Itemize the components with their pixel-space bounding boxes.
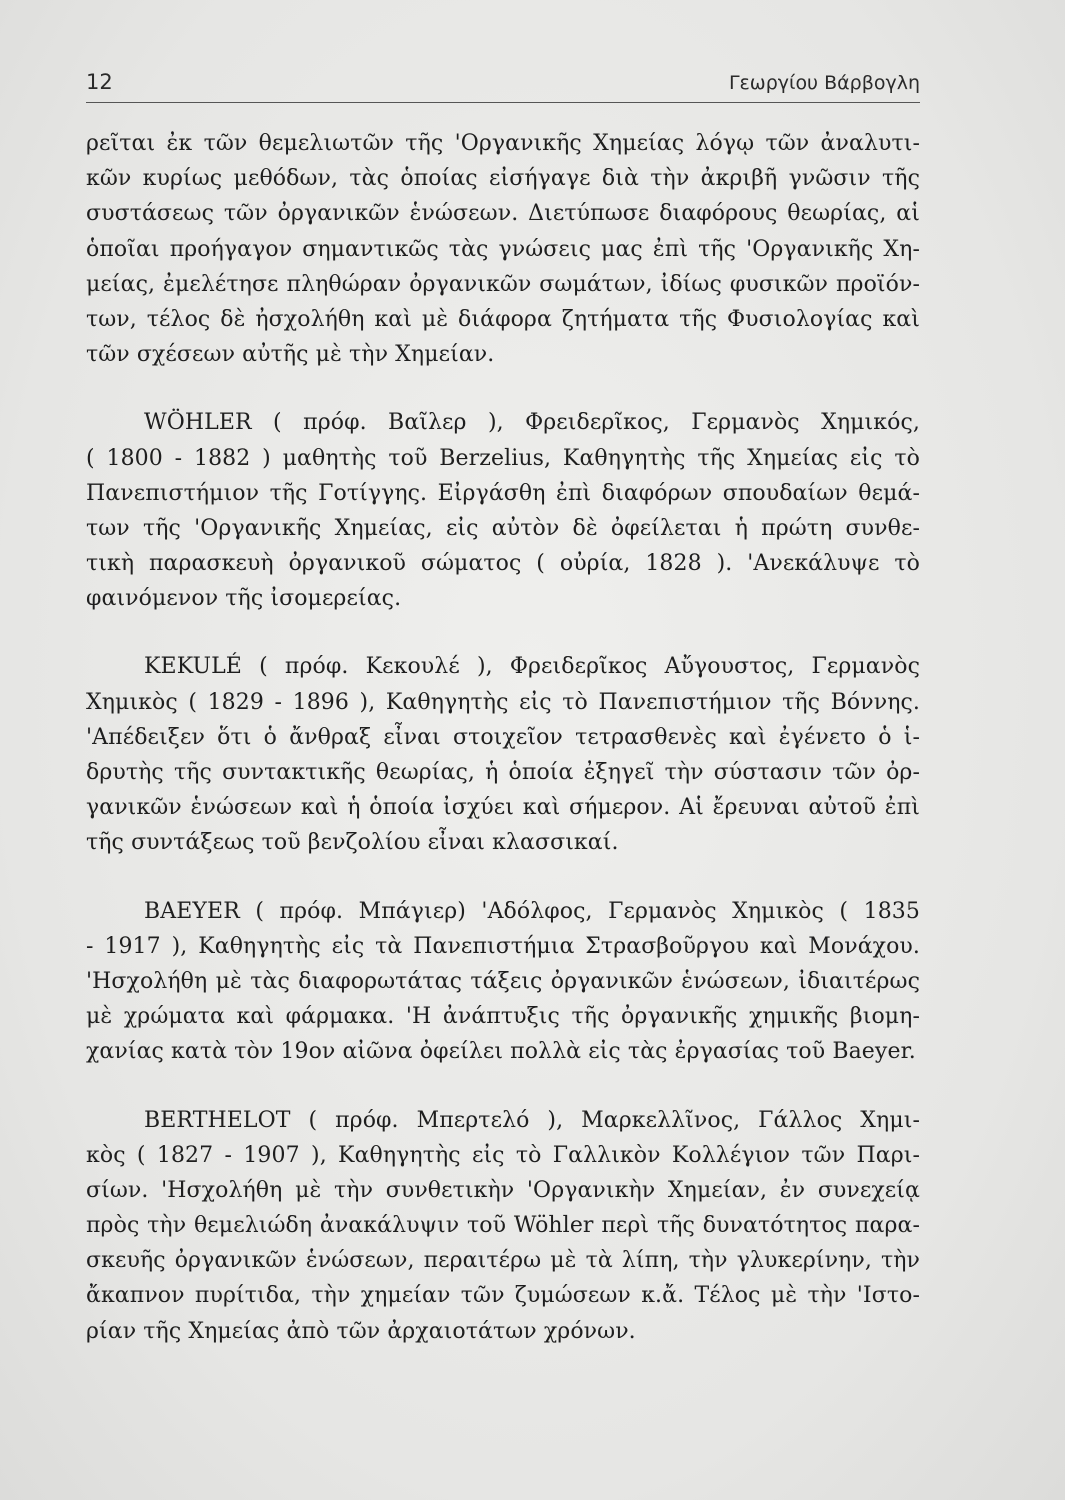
text-line: KEKULÉ ( πρόφ. Κεκουλέ ), Φρειδερῖκος Αὔγουστος, Γερμανὸς bbox=[144, 654, 920, 680]
paragraph-gap bbox=[86, 616, 920, 649]
text-line: μείας, ἐμελέτησε πληθώραν ὀργανικῶν σωμάτων, ἰδίως φυσικῶν προϊόν- bbox=[86, 271, 920, 297]
paragraph-kekule bbox=[86, 649, 920, 860]
text-line: 'Απέδειξεν ὅτι ὁ ἄνθραξ εἶναι στοιχεῖον τετρασθενὲς καὶ ἐγένετο ὁ ἱ- bbox=[86, 724, 920, 750]
text-line: ρίαν τῆς Χημείας ἀπὸ τῶν ἀρχαιοτάτων χρόνων. bbox=[86, 1318, 636, 1344]
text-line: φαινόμενον τῆς ἰσομερείας. bbox=[86, 586, 402, 612]
text-line: Χημικὸς ( 1829 - 1896 ), Καθηγητὴς εἰς τὸ Πανεπιστήμιον τῆς Βόννης. bbox=[86, 689, 920, 715]
page-number: 12 bbox=[86, 70, 113, 94]
text-line: τῶν σχέσεων αὐτῆς μὲ τὴν Χημείαν. bbox=[86, 342, 495, 368]
text-line: των τῆς 'Οργανικῆς Χημείας, εἰς αὐτὸν δὲ ὀφείλεται ἡ πρώτη συνθε- bbox=[86, 515, 920, 541]
text-line: Πανεπιστήμιον τῆς Γοτίγγης. Εἰργάσθη ἐπὶ διαφόρων σπουδαίων θεμά- bbox=[86, 480, 920, 506]
paragraph-gap bbox=[86, 372, 920, 405]
paragraph-gap bbox=[86, 861, 920, 894]
text-line: συστάσεως τῶν ὀργανικῶν ἑνώσεων. Διετύπωσε διαφόρους θεωρίας, αἱ bbox=[86, 201, 920, 227]
text-line: δρυτὴς τῆς συντακτικῆς θεωρίας, ἡ ὁποία ἐξηγεῖ τὴν σύστασιν τῶν ὀρ- bbox=[86, 760, 920, 785]
text-line: BERTHELOT ( πρόφ. Μπερτελό ), Μαρκελλῖνος, Γάλλος Χημι- bbox=[144, 1107, 920, 1133]
text-line: - 1917 ), Καθηγητὴς εἰς τὰ Πανεπιστήμια Στρασβοῦργου καὶ Μονάχου. bbox=[86, 933, 920, 959]
text-line: ( 1800 - 1882 ) μαθητὴς τοῦ Berzelius, Καθηγητὴς τῆς Χημείας εἰς τὸ bbox=[86, 445, 920, 471]
paragraph-intro-continuation bbox=[86, 126, 920, 372]
paragraph-berthelot bbox=[86, 1103, 920, 1349]
text-line: ρεῖται ἐκ τῶν θεμελιωτῶν τῆς 'Οργανικῆς Χημείας λόγῳ τῶν ἀναλυτι- bbox=[86, 131, 920, 156]
text-line: γανικῶν ἑνώσεων καὶ ἡ ὁποία ἰσχύει καὶ σήμερον. Αἱ ἔρευναι αὐτοῦ ἐπὶ bbox=[86, 795, 920, 821]
text-line: ἄκαπνον πυρίτιδα, τὴν χημείαν τῶν ζυμώσεων κ.ἄ. Τέλος μὲ τὴν 'Ιστο- bbox=[86, 1283, 920, 1309]
running-head: Γεωργίου Βάρβογλη bbox=[728, 72, 920, 94]
paragraph-gap bbox=[86, 1070, 920, 1103]
text-line: χανίας κατὰ τὸν 19ον αἰῶνα ὀφείλει πολλὰ εἰς τὰς ἐργασίας τοῦ Baeyer. bbox=[86, 1039, 916, 1065]
text-line: BAEYER ( πρόφ. Μπάγιερ) 'Αδόλφος, Γερμανὸς Χημικὸς ( 1835 bbox=[144, 898, 920, 924]
text-line: σίων. 'Ησχολήθη μὲ τὴν συνθετικὴν 'Οργανικὴν Χημείαν, ἐν συνεχείᾳ bbox=[86, 1177, 920, 1203]
text-line: 'Ησχολήθη μὲ τὰς διαφορωτάτας τάξεις ὀργανικῶν ἑνώσεων, ἰδιαιτέρως bbox=[86, 968, 920, 994]
text-line: WÖHLER ( πρόφ. Βαῖλερ ), Φρειδερῖκος, Γερμανὸς Χημικός, bbox=[144, 410, 920, 436]
text-line: τῆς συντάξεως τοῦ βενζολίου εἶναι κλασσικαί. bbox=[86, 830, 619, 856]
text-line: κῶν κυρίως μεθόδων, τὰς ὁποίας εἰσήγαγε διὰ τὴν ἀκριβῆ γνῶσιν τῆς bbox=[86, 166, 920, 192]
header-rule bbox=[86, 102, 920, 103]
text-line: κὸς ( 1827 - 1907 ), Καθηγητὴς εἰς τὸ Γαλλικὸν Κολλέγιον τῶν Παρι- bbox=[86, 1142, 920, 1168]
text-line: τικὴ παρασκευὴ ὀργανικοῦ σώματος ( οὐρία, 1828 ). 'Ανεκάλυψε τὸ bbox=[86, 551, 920, 577]
paragraph-baeyer bbox=[86, 894, 920, 1070]
text-line: των, τέλος δὲ ἠσχολήθη καὶ μὲ διάφορα ζητήματα τῆς Φυσιολογίας καὶ bbox=[86, 306, 920, 332]
paragraph-wohler bbox=[86, 405, 920, 616]
text-line: σκευῆς ὀργανικῶν ἑνώσεων, περαιτέρω μὲ τὰ λίπη, τὴν γλυκερίνην, τὴν bbox=[86, 1248, 920, 1274]
body-text bbox=[86, 126, 920, 1349]
text-line: πρὸς τὴν θεμελιώδη ἀνακάλυψιν τοῦ Wöhler περὶ τῆς δυνατότητος παρα- bbox=[86, 1213, 920, 1239]
text-line: ὁποῖαι προήγαγον σημαντικῶς τὰς γνώσεις μας ἐπὶ τῆς 'Οργανικῆς Χη- bbox=[86, 236, 920, 262]
text-line: μὲ χρώματα καὶ φάρμακα. 'Η ἀνάπτυξις τῆς ὀργανικῆς χημικῆς βιομη- bbox=[86, 1004, 920, 1030]
